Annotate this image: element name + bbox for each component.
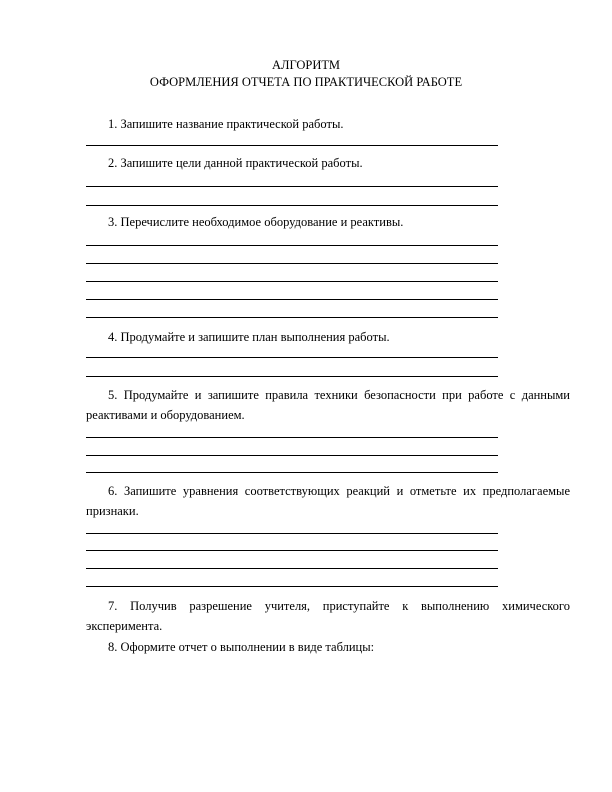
step-4-instruction: 4. Продумайте и запишите план выполнения работы. (108, 330, 390, 344)
answer-line (86, 550, 498, 551)
answer-line (86, 568, 498, 569)
answer-line (86, 586, 498, 587)
step-6-instruction: 6. Запишите уравнения соответствующих реакций и отметьте их предполагаемые признаки. (86, 484, 570, 518)
step-5-instruction: 5. Продумайте и запишите правила техники безопасности при работе с данными реактивами и оборудованием. (86, 388, 570, 422)
answer-line (86, 455, 498, 456)
answer-line (86, 299, 498, 300)
answer-line (86, 186, 498, 187)
answer-line (86, 245, 498, 246)
step-2-instruction: 2. Запишите цели данной практической работы. (108, 156, 363, 170)
step-1-instruction: 1. Запишите название практической работы. (108, 117, 344, 131)
answer-line (86, 281, 498, 282)
answer-line (86, 263, 498, 264)
page-title-line2: ОФОРМЛЕНИЯ ОТЧЕТА ПО ПРАКТИЧЕСКОЙ РАБОТЕ (149, 75, 463, 89)
answer-line (86, 205, 498, 206)
answer-line (86, 357, 498, 358)
answer-line (86, 437, 498, 438)
step-3-instruction: 3. Перечислите необходимое оборудование и реактивы. (108, 215, 404, 229)
page-title-line1: АЛГОРИТМ (271, 58, 340, 72)
answer-line (86, 533, 498, 534)
answer-line (86, 376, 498, 377)
step-8-instruction: 8. Оформите отчет о выполнении в виде таблицы: (108, 640, 375, 654)
step-7-instruction: 7. Получив разрешение учителя, приступайте к выполнению химического эксперимента. (86, 599, 570, 633)
answer-line (86, 472, 498, 473)
answer-line (86, 145, 498, 146)
answer-line (86, 317, 498, 318)
